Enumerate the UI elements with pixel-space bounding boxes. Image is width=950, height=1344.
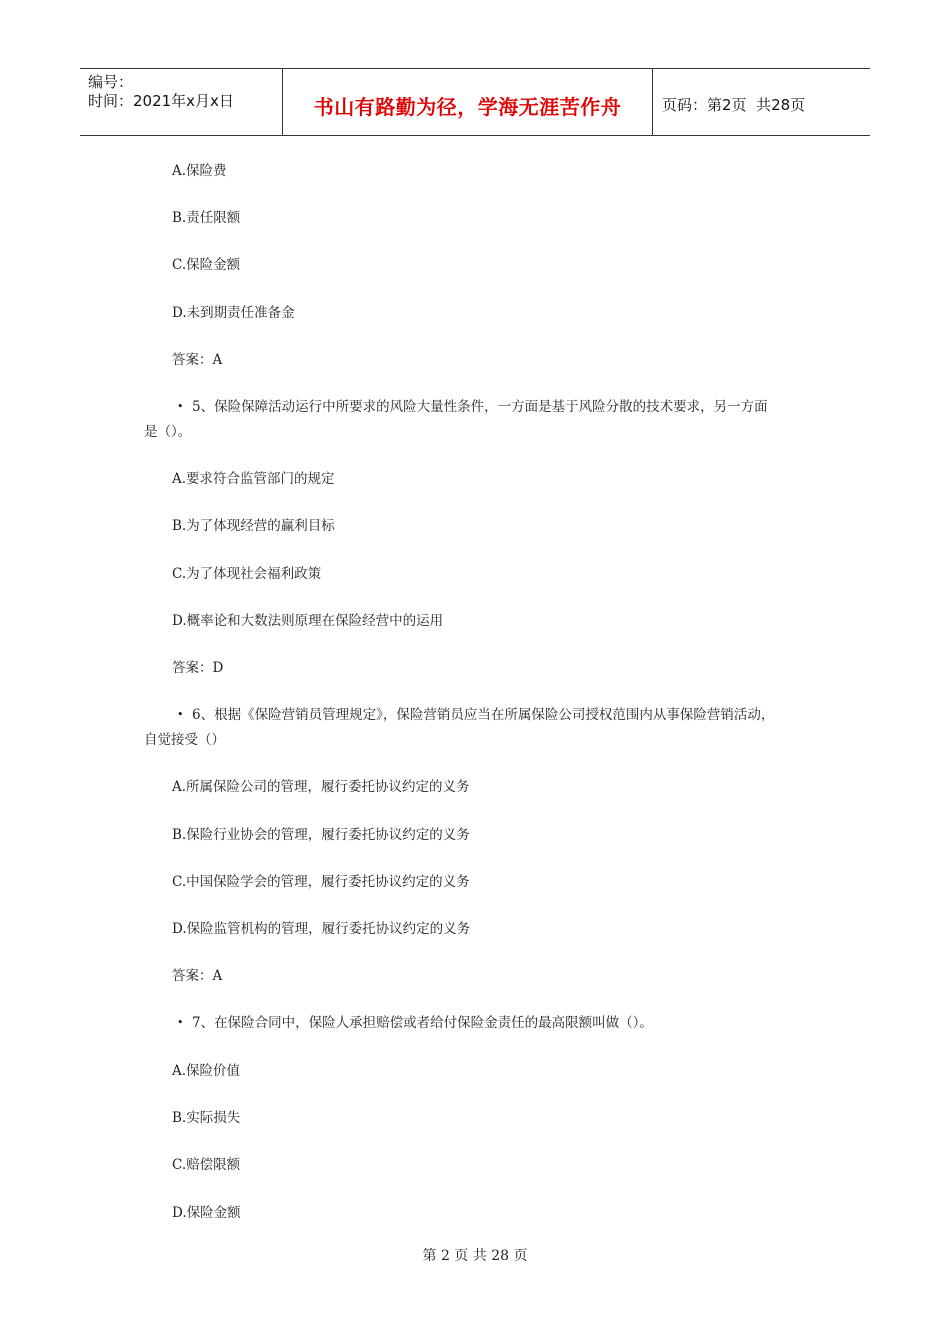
page-footer (0, 1246, 950, 1266)
page-header (80, 68, 870, 136)
footer-page-number: 第 2 页 共 28 页 (422, 1248, 528, 1264)
header-meta (80, 69, 282, 135)
option-d: D.保险金额 (172, 1205, 241, 1221)
option-b: B.保险行业协会的管理，履行委托协议约定的义务 (172, 827, 470, 843)
option-b: B.为了体现经营的赢利目标 (172, 518, 335, 534)
answer: 答案：A (172, 968, 223, 984)
bullet-icon: • (177, 1016, 184, 1029)
answer: 答案：A (172, 352, 223, 368)
option-d: D.未到期责任准备金 (172, 305, 295, 321)
option-d: D.保险监管机构的管理，履行委托协议约定的义务 (172, 921, 471, 937)
question-5-continued: 是（）。 (144, 424, 192, 440)
option-b: B.实际损失 (172, 1110, 241, 1126)
option-a: A.要求符合监管部门的规定 (172, 471, 335, 487)
header-motto: 书山有路勤为径，学海无涯苦作舟 (282, 69, 653, 135)
question-6: 6、根据《保险营销员管理规定》，保险营销员应当在所属保险公司授权范围内从事保险营销活动， (192, 707, 775, 723)
header-page-info-text: 页码：第2页 共28页 (662, 95, 806, 114)
document-time-label: 时间：2021年x月x日 (88, 92, 234, 110)
header-page-info (653, 69, 870, 135)
question-5: 5、保险保障活动运行中所要求的风险大量性条件，一方面是基于风险分散的技术要求，另一方面 (192, 399, 768, 415)
option-a: A.保险价值 (172, 1063, 241, 1079)
document-number-label: 编号： (88, 73, 134, 91)
option-c: C.保险金额 (172, 257, 241, 273)
bullet-icon: • (177, 400, 184, 413)
answer: 答案：D (172, 660, 224, 676)
option-c: C.赔偿限额 (172, 1157, 241, 1173)
option-a: A.保险费 (172, 163, 227, 179)
option-c: C.中国保险学会的管理，履行委托协议约定的义务 (172, 874, 470, 890)
question-7: 7、在保险合同中，保险人承担赔偿或者给付保险金责任的最高限额叫做（）。 (192, 1015, 653, 1031)
question-6-continued: 自觉接受（） (144, 732, 225, 748)
option-a: A.所属保险公司的管理，履行委托协议约定的义务 (172, 779, 470, 795)
option-b: B.责任限额 (172, 210, 241, 226)
option-d: D.概率论和大数法则原理在保险经营中的运用 (172, 613, 444, 629)
bullet-icon: • (177, 708, 184, 721)
option-c: C.为了体现社会福利政策 (172, 566, 322, 582)
